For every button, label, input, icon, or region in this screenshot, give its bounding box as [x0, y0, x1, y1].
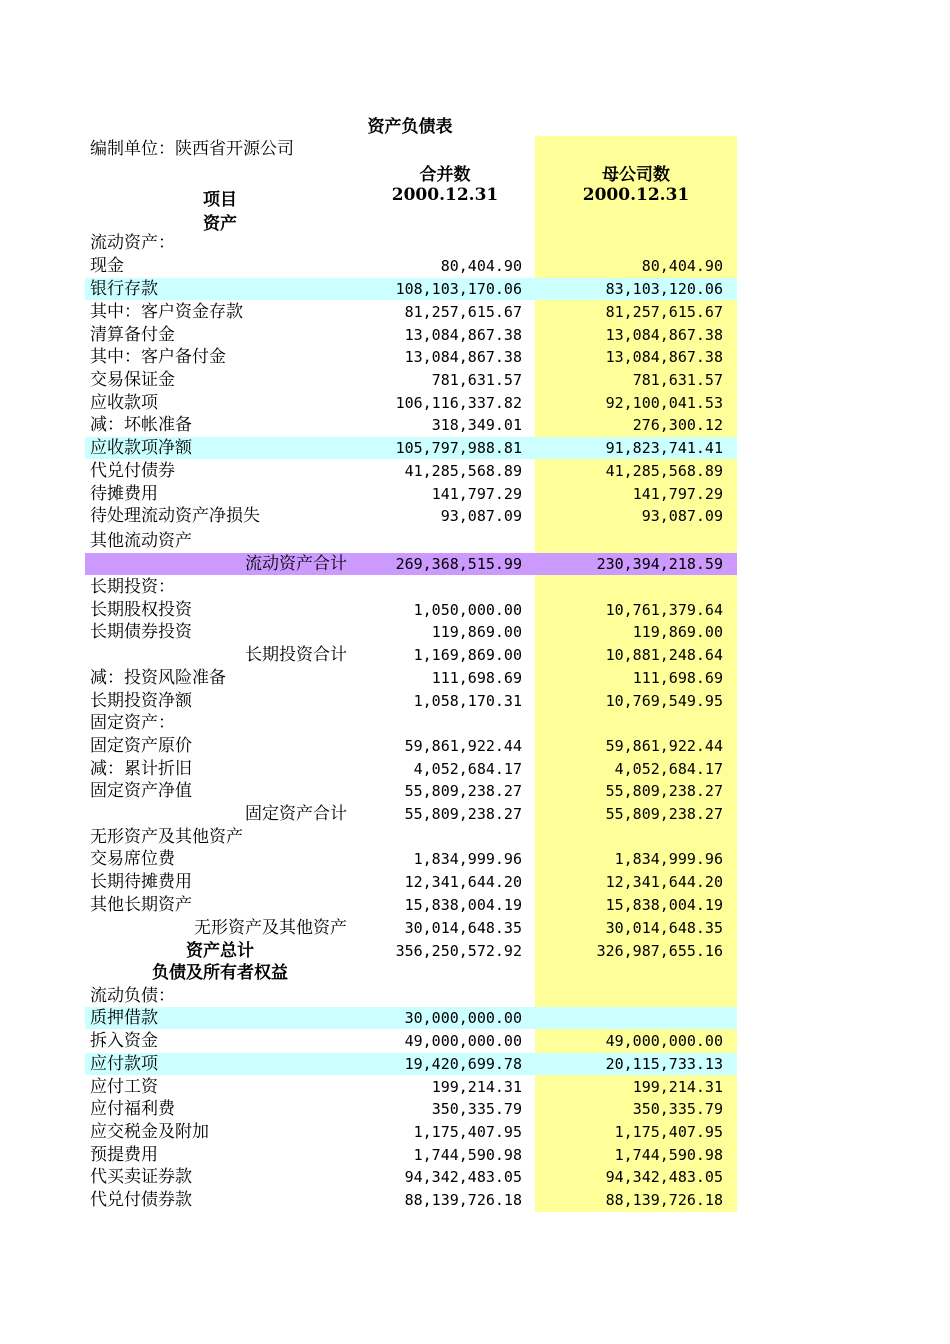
table-row	[85, 667, 737, 689]
parent-value: 10,761,379.64	[605, 601, 723, 619]
row-label: 代兑付债券	[90, 461, 175, 481]
consolidated-value: 94,342,483.05	[404, 1168, 522, 1186]
consolidated-value: 4,052,684.17	[413, 760, 522, 778]
table-row	[85, 871, 737, 893]
consolidated-value: 13,084,867.38	[404, 326, 522, 344]
consolidated-value: 1,050,000.00	[413, 601, 522, 619]
row-label: 负债及所有者权益	[152, 963, 288, 983]
row-label: 应付款项	[90, 1054, 158, 1074]
consolidated-value: 41,285,568.89	[404, 462, 522, 480]
table-row	[85, 1030, 737, 1052]
parent-value: 199,214.31	[632, 1078, 723, 1096]
row-label: 银行存款	[90, 279, 158, 299]
row-label: 流动资产：	[90, 233, 175, 253]
parent-value: 55,809,238.27	[605, 805, 723, 823]
table-row	[85, 803, 737, 825]
consolidated-value: 1,834,999.96	[413, 850, 522, 868]
consolidated-value: 199,214.31	[431, 1078, 522, 1096]
row-label: 应付工资	[90, 1077, 158, 1097]
row-label: 固定资产合计	[245, 804, 347, 824]
consolidated-value: 30,000,000.00	[404, 1009, 522, 1027]
row-label: 质押借款	[90, 1008, 158, 1028]
header-assets: 资产	[203, 214, 237, 234]
sheet-title: 资产负债表	[367, 117, 453, 137]
parent-value: 91,823,741.41	[605, 439, 723, 457]
table-row	[85, 255, 737, 277]
consolidated-value: 59,861,922.44	[404, 737, 522, 755]
parent-value: 230,394,218.59	[596, 555, 723, 573]
row-label: 交易保证金	[90, 370, 175, 390]
table-row	[85, 1076, 737, 1098]
consolidated-value: 55,809,238.27	[404, 805, 522, 823]
parent-value: 88,139,726.18	[605, 1191, 723, 1209]
row-label: 应交税金及附加	[90, 1122, 209, 1142]
parent-value: 1,744,590.98	[614, 1146, 723, 1164]
table-row	[85, 369, 737, 391]
table-row	[85, 530, 737, 552]
row-label: 长期股权投资	[90, 600, 192, 620]
consolidated-value: 106,116,337.82	[395, 394, 522, 412]
table-row	[85, 735, 737, 757]
row-label: 代买卖证券款	[90, 1167, 192, 1187]
parent-value: 111,698.69	[632, 669, 723, 687]
parent-value: 55,809,238.27	[605, 782, 723, 800]
table-row	[85, 644, 737, 666]
row-label: 应收款项	[90, 393, 158, 413]
row-label: 待处理流动资产净损失	[90, 506, 260, 526]
parent-value: 20,115,733.13	[605, 1055, 723, 1073]
row-label: 其他长期资产	[90, 895, 192, 915]
table-row	[85, 780, 737, 802]
parent-value: 41,285,568.89	[605, 462, 723, 480]
header-date-consolidated: 2000.12.31	[391, 185, 499, 205]
table-row	[85, 278, 737, 300]
preparing-unit: 编制单位：陕西省开源公司	[90, 139, 294, 159]
row-label: 流动资产合计	[245, 554, 347, 574]
table-row	[85, 1121, 737, 1143]
row-label: 流动负债：	[90, 986, 175, 1006]
table-row	[85, 1144, 737, 1166]
table-row	[85, 1189, 737, 1211]
table-row	[85, 576, 737, 598]
parent-value: 92,100,041.53	[605, 394, 723, 412]
consolidated-value: 80,404.90	[440, 257, 522, 275]
consolidated-value: 93,087.09	[440, 507, 522, 525]
consolidated-value: 1,058,170.31	[413, 692, 522, 710]
table-row	[85, 962, 737, 984]
header-date-parent: 2000.12.31	[582, 185, 690, 205]
row-label: 其他流动资产	[90, 531, 192, 551]
table-row	[85, 392, 737, 414]
table-row	[85, 940, 737, 962]
parent-value: 326,987,655.16	[596, 942, 723, 960]
row-label: 无形资产及其他资产	[194, 918, 347, 938]
table-row	[85, 712, 737, 734]
table-row	[85, 483, 737, 505]
row-label: 长期债券投资	[90, 622, 192, 642]
row-label: 减：坏帐准备	[90, 415, 192, 435]
consolidated-value: 111,698.69	[431, 669, 522, 687]
consolidated-value: 108,103,170.06	[395, 280, 522, 298]
row-label: 其中：客户资金存款	[90, 302, 243, 322]
parent-value: 1,834,999.96	[614, 850, 723, 868]
table-row	[85, 553, 737, 575]
consolidated-value: 356,250,572.92	[395, 942, 522, 960]
row-label: 现金	[90, 256, 124, 276]
parent-value: 94,342,483.05	[605, 1168, 723, 1186]
row-label: 减：累计折旧	[90, 759, 192, 779]
consolidated-value: 81,257,615.67	[404, 303, 522, 321]
row-label: 长期投资净额	[90, 691, 192, 711]
parent-value: 10,769,549.95	[605, 692, 723, 710]
header-parent: 母公司数	[602, 165, 670, 185]
table-row	[85, 894, 737, 916]
consolidated-value: 1,175,407.95	[413, 1123, 522, 1141]
consolidated-value: 19,420,699.78	[404, 1055, 522, 1073]
parent-value: 59,861,922.44	[605, 737, 723, 755]
header-consolidated: 合并数	[419, 165, 471, 185]
parent-value: 350,335.79	[632, 1100, 723, 1118]
row-label: 长期投资合计	[245, 645, 347, 665]
parent-value: 13,084,867.38	[605, 348, 723, 366]
parent-value: 1,175,407.95	[614, 1123, 723, 1141]
parent-value: 4,052,684.17	[614, 760, 723, 778]
parent-value: 83,103,120.06	[605, 280, 723, 298]
consolidated-value: 781,631.57	[431, 371, 522, 389]
parent-value: 49,000,000.00	[605, 1032, 723, 1050]
parent-value: 93,087.09	[641, 507, 723, 525]
table-row	[85, 826, 737, 848]
header-item: 项目	[203, 190, 237, 210]
consolidated-value: 105,797,988.81	[395, 439, 522, 457]
parent-value: 15,838,004.19	[605, 896, 723, 914]
table-row	[85, 1098, 737, 1120]
table-row	[85, 324, 737, 346]
parent-value: 276,300.12	[632, 416, 723, 434]
consolidated-value: 141,797.29	[431, 485, 522, 503]
consolidated-value: 55,809,238.27	[404, 782, 522, 800]
parent-value: 81,257,615.67	[605, 303, 723, 321]
table-row	[85, 690, 737, 712]
consolidated-value: 13,084,867.38	[404, 348, 522, 366]
row-label: 减：投资风险准备	[90, 668, 226, 688]
parent-value: 781,631.57	[632, 371, 723, 389]
table-row	[85, 621, 737, 643]
consolidated-value: 1,744,590.98	[413, 1146, 522, 1164]
row-label: 资产总计	[186, 941, 254, 961]
row-label: 应付福利费	[90, 1099, 175, 1119]
table-row	[85, 1053, 737, 1075]
row-label: 预提费用	[90, 1145, 158, 1165]
row-label: 应收款项净额	[90, 438, 192, 458]
table-row	[85, 301, 737, 323]
table-row	[85, 917, 737, 939]
consolidated-value: 318,349.01	[431, 416, 522, 434]
consolidated-value: 88,139,726.18	[404, 1191, 522, 1209]
row-label: 长期投资：	[90, 577, 175, 597]
consolidated-value: 350,335.79	[431, 1100, 522, 1118]
row-label: 固定资产：	[90, 713, 175, 733]
row-label: 代兑付债券款	[90, 1190, 192, 1210]
row-label: 清算备付金	[90, 325, 175, 345]
parent-value: 80,404.90	[641, 257, 723, 275]
table-row	[85, 460, 737, 482]
row-label: 待摊费用	[90, 484, 158, 504]
consolidated-value: 269,368,515.99	[395, 555, 522, 573]
table-row	[85, 346, 737, 368]
consolidated-value: 1,169,869.00	[413, 646, 522, 664]
row-label: 固定资产原价	[90, 736, 192, 756]
row-label: 无形资产及其他资产	[90, 827, 243, 847]
parent-value: 12,341,644.20	[605, 873, 723, 891]
consolidated-value: 12,341,644.20	[404, 873, 522, 891]
row-label: 长期待摊费用	[90, 872, 192, 892]
parent-value: 10,881,248.64	[605, 646, 723, 664]
parent-value: 30,014,648.35	[605, 919, 723, 937]
table-row	[85, 758, 737, 780]
row-label: 其中：客户备付金	[90, 347, 226, 367]
consolidated-value: 49,000,000.00	[404, 1032, 522, 1050]
table-row	[85, 414, 737, 436]
table-row	[85, 232, 737, 254]
consolidated-value: 30,014,648.35	[404, 919, 522, 937]
row-label: 拆入资金	[90, 1031, 158, 1051]
table-row	[85, 1007, 737, 1029]
parent-value: 119,869.00	[632, 623, 723, 641]
table-row	[85, 848, 737, 870]
table-row	[85, 437, 737, 459]
table-row	[85, 505, 737, 527]
consolidated-value: 15,838,004.19	[404, 896, 522, 914]
parent-value: 13,084,867.38	[605, 326, 723, 344]
row-label: 固定资产净值	[90, 781, 192, 801]
consolidated-value: 119,869.00	[431, 623, 522, 641]
row-label: 交易席位费	[90, 849, 175, 869]
parent-value: 141,797.29	[632, 485, 723, 503]
table-row	[85, 599, 737, 621]
table-row	[85, 985, 737, 1007]
table-row	[85, 1166, 737, 1188]
